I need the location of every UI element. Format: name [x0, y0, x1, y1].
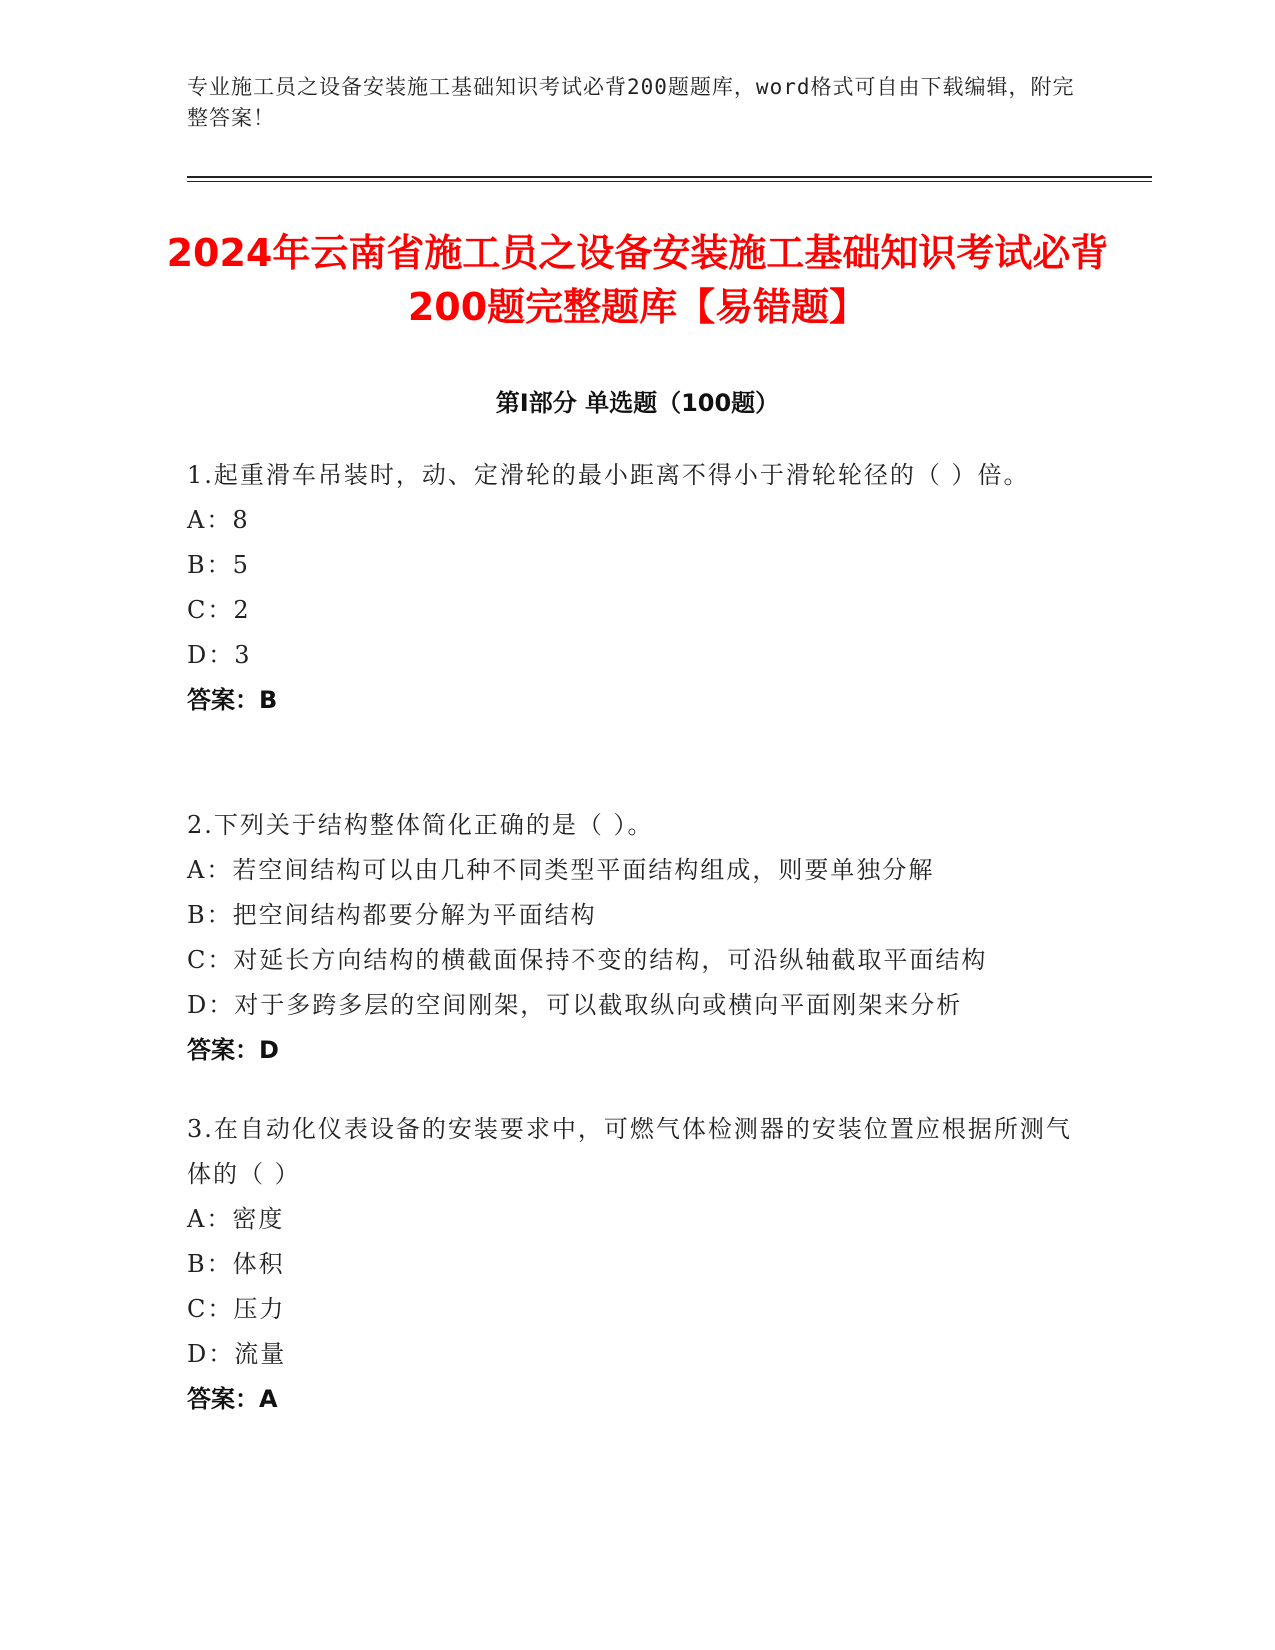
option-d: D：3 [187, 641, 252, 669]
question-stem: 1.起重滑车吊装时，动、定滑轮的最小距离不得小于滑轮轮径的（ ）倍。 [187, 461, 1030, 489]
option-c: C：压力 [187, 1295, 286, 1323]
answer: 答案：A [187, 1385, 278, 1413]
option-a: A：若空间结构可以由几种不同类型平面结构组成，则要单独分解 [187, 856, 935, 884]
answer: 答案：B [187, 686, 278, 714]
question-2 [187, 803, 1087, 1073]
option-c: C：2 [187, 596, 251, 624]
option-d: D：流量 [187, 1340, 287, 1368]
question-1 [187, 453, 1087, 723]
question-stem: 2.下列关于结构整体简化正确的是（ ）。 [187, 811, 654, 839]
option-d: D：对于多跨多层的空间刚架，可以截取纵向或横向平面刚架来分析 [187, 991, 963, 1019]
option-a: A：8 [187, 506, 250, 534]
question-stem: 3.在自动化仪表设备的安装要求中，可燃气体检测器的安装位置应根据所测气体的（ ） [187, 1115, 1072, 1188]
answer: 答案：D [187, 1036, 279, 1064]
option-c: C：对延长方向结构的横截面保持不变的结构，可沿纵轴截取平面结构 [187, 946, 988, 974]
header-note: 专业施工员之设备安装施工基础知识考试必背200题题库，word格式可自由下载编辑，附完整答案！ [187, 75, 1075, 130]
question-3 [187, 1107, 1087, 1422]
document-title: 2024年云南省施工员之设备安装施工基础知识考试必背200题完整题库【易错题】 [166, 231, 1109, 329]
option-b: B：体积 [187, 1250, 285, 1278]
option-a: A：密度 [187, 1205, 285, 1233]
option-b: B：把空间结构都要分解为平面结构 [187, 901, 597, 929]
header-rule-thick [187, 176, 1152, 178]
section-heading: 第I部分 单选题（100题） [495, 389, 780, 417]
header-rule-thin [187, 181, 1152, 182]
option-b: B：5 [187, 551, 250, 579]
